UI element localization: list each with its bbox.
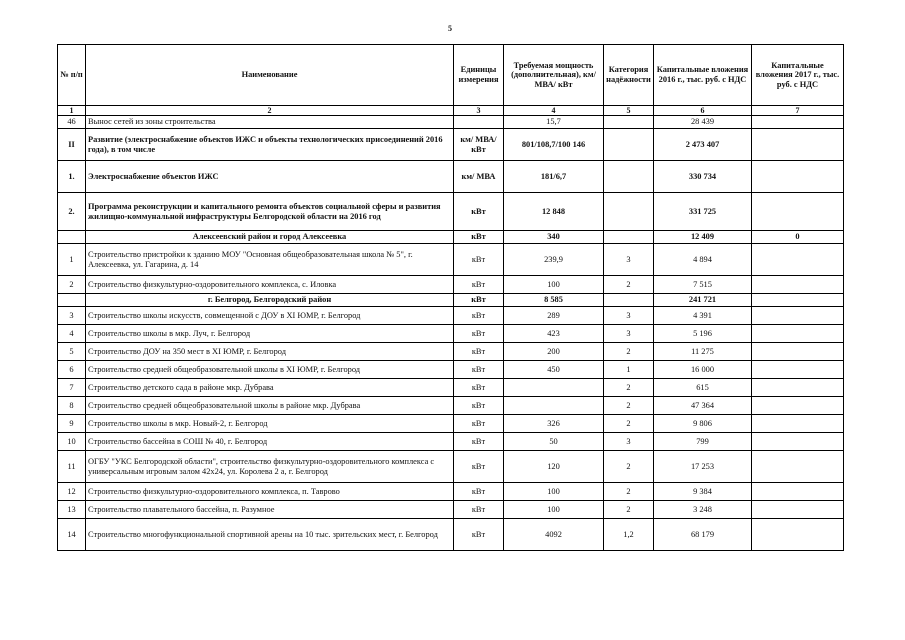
- cell-unit: кВт: [454, 361, 504, 379]
- cell-category: 3: [604, 307, 654, 325]
- cell-cap2017: [752, 397, 844, 415]
- col-number: 2: [86, 106, 454, 116]
- cell-power: 181/6,7: [504, 161, 604, 193]
- header-cap2017: Капитальные вложения 2017 г., тыс. руб. с НДС: [752, 45, 844, 106]
- cell-unit: кВт: [454, 307, 504, 325]
- table-row: [58, 433, 844, 451]
- cell-num: 2: [58, 276, 86, 294]
- cell-unit: кВт: [454, 276, 504, 294]
- cell-cap2017: [752, 325, 844, 343]
- cell-name: Строительство многофункциональной спортивной арены на 10 тыс. зрительских мест, г. Белгород: [86, 519, 454, 551]
- header-name: Наименование: [86, 45, 454, 106]
- cell-cap2016: 9 806: [654, 415, 752, 433]
- cell-cap2017: [752, 343, 844, 361]
- cell-cap2016: 2 473 407: [654, 129, 752, 161]
- cell-unit: кВт: [454, 483, 504, 501]
- cell-cap2016: 330 734: [654, 161, 752, 193]
- cell-num: 3: [58, 307, 86, 325]
- cell-unit: кВт: [454, 294, 504, 307]
- col-number: 5: [604, 106, 654, 116]
- cell-power: 326: [504, 415, 604, 433]
- cell-unit: кВт: [454, 325, 504, 343]
- cell-category: 3: [604, 244, 654, 276]
- table-row: [58, 244, 844, 276]
- cell-unit: км/ МВА: [454, 161, 504, 193]
- table-row: [58, 415, 844, 433]
- cell-unit: кВт: [454, 415, 504, 433]
- cell-category: 1: [604, 361, 654, 379]
- table-row: [58, 276, 844, 294]
- cell-cap2016: 7 515: [654, 276, 752, 294]
- cell-unit: кВт: [454, 343, 504, 361]
- cell-cap2017: [752, 433, 844, 451]
- cell-category: 2: [604, 397, 654, 415]
- cell-category: [604, 231, 654, 244]
- header-unit: Единицы измерения: [454, 45, 504, 106]
- cell-name: Алексеевский район и город Алексеевка: [86, 231, 454, 244]
- cell-power: 239,9: [504, 244, 604, 276]
- cell-name: Строительство физкультурно-оздоровительного комплекса, с. Иловка: [86, 276, 454, 294]
- cell-num: 5: [58, 343, 86, 361]
- cell-power: 340: [504, 231, 604, 244]
- table-row: [58, 307, 844, 325]
- cell-name: Строительство школы в мкр. Луч, г. Белгород: [86, 325, 454, 343]
- cell-num: [58, 294, 86, 307]
- cell-num: 11: [58, 451, 86, 483]
- cell-power: 450: [504, 361, 604, 379]
- cell-category: 2: [604, 343, 654, 361]
- cell-power: 100: [504, 276, 604, 294]
- cell-unit: [454, 116, 504, 129]
- cell-category: [604, 161, 654, 193]
- cell-power: 289: [504, 307, 604, 325]
- table-header-row: [58, 45, 844, 106]
- cell-unit: кВт: [454, 519, 504, 551]
- page-number: 5: [448, 24, 452, 33]
- cell-name: Электроснабжение объектов ИЖС: [86, 161, 454, 193]
- cell-category: 2: [604, 483, 654, 501]
- header-num: № п/п: [58, 45, 86, 106]
- cell-name: Программа реконструкции и капитального ремонта объектов социальной сферы и развития жилищно-коммунальной инфраструктуры Белгородской области на 2016 год: [86, 193, 454, 231]
- cell-name: Строительство школы искусств, совмещенной с ДОУ в XI ЮМР, г. Белгород: [86, 307, 454, 325]
- cell-power: 120: [504, 451, 604, 483]
- cell-num: 9: [58, 415, 86, 433]
- col-number: 6: [654, 106, 752, 116]
- table-row: [58, 116, 844, 129]
- cell-cap2016: 17 253: [654, 451, 752, 483]
- cell-cap2016: 3 248: [654, 501, 752, 519]
- cell-name: г. Белгород, Белгородский район: [86, 294, 454, 307]
- cell-category: 2: [604, 501, 654, 519]
- table-row: [58, 519, 844, 551]
- col-number: 7: [752, 106, 844, 116]
- cell-name: Вынос сетей из зоны строительства: [86, 116, 454, 129]
- cell-cap2016: 28 439: [654, 116, 752, 129]
- cell-cap2017: [752, 193, 844, 231]
- table-row: [58, 379, 844, 397]
- table-row: [58, 451, 844, 483]
- table-row: [58, 483, 844, 501]
- investment-table: [57, 44, 844, 551]
- cell-cap2016: 331 725: [654, 193, 752, 231]
- cell-num: 4: [58, 325, 86, 343]
- cell-category: 2: [604, 451, 654, 483]
- cell-name: Строительство пристройки к зданию МОУ "Основная общеобразовательная школа № 5", г. Алексеевка, ул. Гагарина, д. 14: [86, 244, 454, 276]
- cell-power: 423: [504, 325, 604, 343]
- cell-cap2016: 5 196: [654, 325, 752, 343]
- cell-num: II: [58, 129, 86, 161]
- cell-cap2017: [752, 276, 844, 294]
- col-number: 1: [58, 106, 86, 116]
- cell-cap2016: 799: [654, 433, 752, 451]
- cell-power: 4092: [504, 519, 604, 551]
- cell-cap2016: 241 721: [654, 294, 752, 307]
- cell-num: 2.: [58, 193, 86, 231]
- col-number: 3: [454, 106, 504, 116]
- table-row: [58, 129, 844, 161]
- cell-cap2017: [752, 294, 844, 307]
- cell-category: [604, 116, 654, 129]
- cell-power: 12 848: [504, 193, 604, 231]
- cell-cap2016: 4 894: [654, 244, 752, 276]
- cell-category: [604, 129, 654, 161]
- cell-category: [604, 294, 654, 307]
- cell-category: 2: [604, 276, 654, 294]
- table-row: [58, 161, 844, 193]
- cell-category: 2: [604, 379, 654, 397]
- cell-name: Строительство средней общеобразовательной школы в районе мкр. Дубрава: [86, 397, 454, 415]
- cell-unit: кВт: [454, 451, 504, 483]
- cell-category: 3: [604, 325, 654, 343]
- cell-num: [58, 231, 86, 244]
- cell-cap2017: [752, 129, 844, 161]
- cell-category: [604, 193, 654, 231]
- cell-num: 8: [58, 397, 86, 415]
- column-number-row: [58, 106, 844, 116]
- table-row: [58, 193, 844, 231]
- cell-name: Строительство физкультурно-оздоровительного комплекса, п. Таврово: [86, 483, 454, 501]
- cell-name: Строительство плавательного бассейна, п. Разумное: [86, 501, 454, 519]
- cell-num: 13: [58, 501, 86, 519]
- cell-power: 100: [504, 483, 604, 501]
- cell-num: 7: [58, 379, 86, 397]
- header-power: Требуемая мощность (дополнительная), км/ МВА/ кВт: [504, 45, 604, 106]
- cell-name: Строительство школы в мкр. Новый-2, г. Белгород: [86, 415, 454, 433]
- cell-name: Строительство бассейна в СОШ № 40, г. Белгород: [86, 433, 454, 451]
- cell-cap2016: 615: [654, 379, 752, 397]
- cell-cap2017: [752, 415, 844, 433]
- cell-num: 1.: [58, 161, 86, 193]
- table-row: [58, 325, 844, 343]
- cell-num: 6: [58, 361, 86, 379]
- cell-power: [504, 379, 604, 397]
- cell-cap2017: [752, 161, 844, 193]
- cell-cap2017: [752, 501, 844, 519]
- cell-unit: кВт: [454, 244, 504, 276]
- cell-category: 3: [604, 433, 654, 451]
- header-category: Категория надёжности: [604, 45, 654, 106]
- cell-name: ОГБУ "УКС Белгородской области", строительство физкультурно-оздоровительного комплекса с универсальным игровым залом 42х24, ул. Королева 2 а, г. Белгород: [86, 451, 454, 483]
- cell-cap2016: 68 179: [654, 519, 752, 551]
- cell-cap2017: [752, 361, 844, 379]
- cell-num: 14: [58, 519, 86, 551]
- cell-cap2017: [752, 379, 844, 397]
- table-group-row: [58, 294, 844, 307]
- col-number: 4: [504, 106, 604, 116]
- cell-num: 46: [58, 116, 86, 129]
- cell-cap2017: [752, 307, 844, 325]
- cell-unit: кВт: [454, 501, 504, 519]
- table-row: [58, 501, 844, 519]
- cell-power: 801/108,7/100 146: [504, 129, 604, 161]
- cell-unit: кВт: [454, 397, 504, 415]
- cell-cap2017: 0: [752, 231, 844, 244]
- cell-unit: кВт: [454, 379, 504, 397]
- cell-cap2016: 11 275: [654, 343, 752, 361]
- header-cap2016: Капитальные вложения 2016 г., тыс. руб. с НДС: [654, 45, 752, 106]
- cell-cap2017: [752, 451, 844, 483]
- cell-power: 100: [504, 501, 604, 519]
- cell-cap2017: [752, 116, 844, 129]
- table-row: [58, 343, 844, 361]
- cell-power: 8 585: [504, 294, 604, 307]
- cell-cap2016: 12 409: [654, 231, 752, 244]
- cell-power: 50: [504, 433, 604, 451]
- cell-name: Строительство детского сада в районе мкр. Дубрава: [86, 379, 454, 397]
- cell-name: Строительство ДОУ на 350 мест в XI ЮМР, г. Белгород: [86, 343, 454, 361]
- cell-unit: кВт: [454, 231, 504, 244]
- cell-cap2017: [752, 244, 844, 276]
- cell-num: 12: [58, 483, 86, 501]
- table-row: [58, 361, 844, 379]
- cell-name: Строительство средней общеобразовательной школы в XI ЮМР, г. Белгород: [86, 361, 454, 379]
- table-row: [58, 397, 844, 415]
- cell-cap2016: 4 391: [654, 307, 752, 325]
- cell-cap2016: 16 000: [654, 361, 752, 379]
- cell-unit: кВт: [454, 193, 504, 231]
- table-group-row: [58, 231, 844, 244]
- cell-category: 1,2: [604, 519, 654, 551]
- cell-power: 15,7: [504, 116, 604, 129]
- cell-unit: км/ МВА/ кВт: [454, 129, 504, 161]
- cell-power: 200: [504, 343, 604, 361]
- cell-cap2017: [752, 519, 844, 551]
- cell-name: Развитие (электроснабжение объектов ИЖС и объекты технологических присоединений 2016 года), в том числе: [86, 129, 454, 161]
- cell-cap2016: 47 364: [654, 397, 752, 415]
- cell-category: 2: [604, 415, 654, 433]
- cell-num: 1: [58, 244, 86, 276]
- cell-power: [504, 397, 604, 415]
- cell-unit: кВт: [454, 433, 504, 451]
- cell-cap2016: 9 384: [654, 483, 752, 501]
- cell-num: 10: [58, 433, 86, 451]
- cell-cap2017: [752, 483, 844, 501]
